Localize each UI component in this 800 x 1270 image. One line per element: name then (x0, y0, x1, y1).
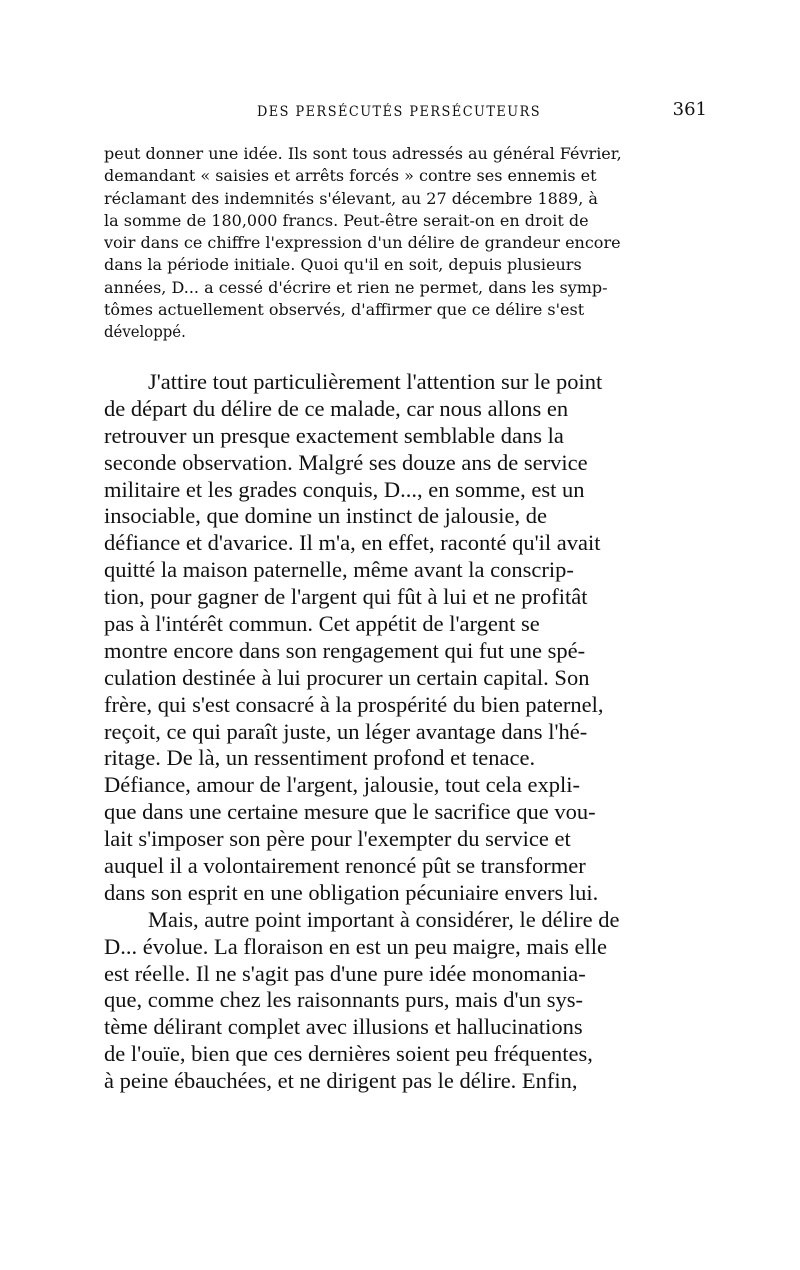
text-line: dans son esprit en une obligation pécuniaire envers lui. (104, 879, 599, 905)
text-line: insociable, que domine un instinct de jalousie, de (104, 503, 548, 529)
text-line: demandant « saisies et arrêts forcés » contre ses ennemis et (104, 166, 597, 186)
text-line: ritage. De là, un ressentiment profond et tenace. (104, 745, 536, 771)
text-line: la somme de 180,000 francs. Peut-être serait-on en droit de (104, 210, 589, 230)
body-text (104, 369, 678, 1095)
text-line: de départ du délire de ce malade, car nous allons en (104, 395, 569, 421)
text-line: Mais, autre point important à considérer, le délire de (148, 906, 620, 932)
text-line: D... évolue. La floraison en est un peu maigre, mais elle (104, 933, 607, 959)
text-line: de l'ouïe, bien que ces dernières soient peu fréquentes, (104, 1041, 593, 1067)
text-line: est réelle. Il ne s'agit pas d'une pure idée monomania- (104, 960, 586, 986)
text-line: Défiance, amour de l'argent, jalousie, tout cela expli- (104, 772, 580, 798)
text-line: seconde observation. Malgré ses douze ans de service (104, 449, 588, 475)
text-line: que, comme chez les raisonnants purs, mais d'un sys- (104, 987, 583, 1013)
text-line: tème délirant complet avec illusions et hallucinations (104, 1014, 583, 1040)
text-line: années, D... a cessé d'écrire et rien ne permet, dans les symp- (104, 277, 608, 297)
text-line: tômes actuellement observés, d'affirmer que ce délire s'est (104, 300, 585, 320)
text-line: que dans une certaine mesure que le sacrifice que vou- (104, 799, 596, 825)
text-line: défiance et d'avarice. Il m'a, en effet, raconté qu'il avait (104, 530, 601, 556)
text-line: tion, pour gagner de l'argent qui fût à lui et ne profitât (104, 584, 588, 610)
text-line: lait s'imposer son père pour l'exempter du service et (104, 826, 571, 852)
text-line: voir dans ce chiffre l'expression d'un délire de grandeur encore (104, 233, 621, 253)
text-line: montre encore dans son rengagement qui fut une spé- (104, 637, 586, 663)
text-line: pas à l'intérêt commun. Cet appétit de l'argent se (104, 611, 540, 637)
text-line: retrouver un presque exactement semblable dans la (104, 422, 564, 448)
paragraph-small-print (104, 143, 678, 344)
text-line: J'attire tout particulièrement l'attention sur le point (148, 369, 603, 394)
text-line: auquel il a volontairement renoncé pût se transformer (104, 853, 586, 879)
text-line: frère, qui s'est consacré à la prospérité du bien paternel, (104, 691, 604, 717)
page-number: 361 (672, 99, 707, 120)
text-line: culation destinée à lui procurer un certain capital. Son (104, 664, 590, 690)
text-line: réclamant des indemnités s'élevant, au 27 décembre 1889, à (104, 188, 598, 208)
text-line: peut donner une idée. Ils sont tous adressés au général Février, (104, 144, 622, 163)
text-line: à peine ébauchées, et ne dirigent pas le délire. Enfin, (104, 1068, 578, 1094)
text-line: développé. (104, 322, 186, 342)
running-header: DES PERSÉCUTÉS PERSÉCUTEURS (257, 104, 542, 120)
text-line: quitté la maison paternelle, même avant la conscrip- (104, 557, 574, 583)
text-line: reçoit, ce qui paraît juste, un léger avantage dans l'hé- (104, 718, 588, 744)
text-line: militaire et les grades conquis, D..., en somme, est un (104, 476, 585, 502)
text-line: dans la période initiale. Quoi qu'il en soit, depuis plusieurs (104, 255, 582, 275)
